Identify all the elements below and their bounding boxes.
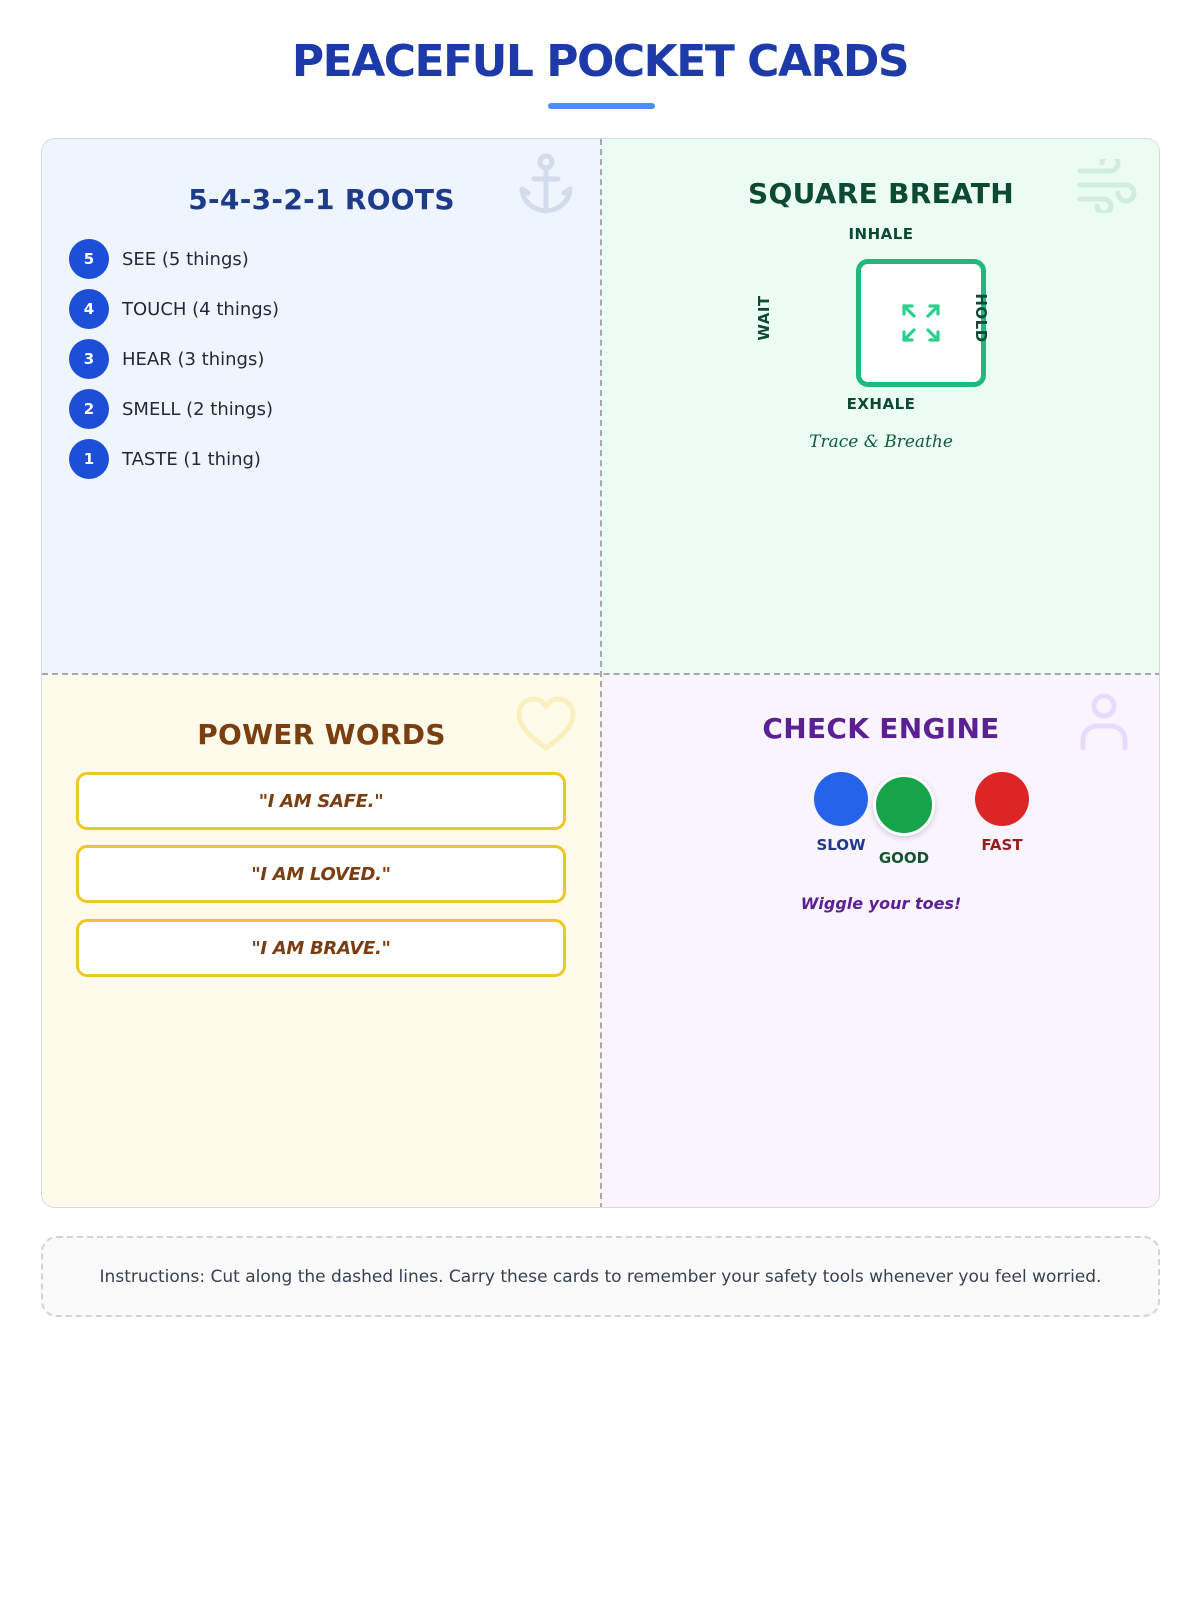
engine-title: CHECK ENGINE <box>762 712 1000 745</box>
number-badge: 1 <box>69 439 109 479</box>
wait-label: WAIT <box>755 295 773 341</box>
instructions-box: Instructions: Cut along the dashed lines. Carry these cards to remember your safety tools whenever you feel worried. <box>41 1236 1160 1317</box>
roots-item-label: TASTE (1 thing) <box>122 448 261 470</box>
fast-indicator <box>975 772 1029 826</box>
engine-caption: Wiggle your toes! <box>800 894 962 913</box>
number-badge: 5 <box>69 239 109 279</box>
inhale-label: INHALE <box>848 225 914 243</box>
list-item <box>69 289 279 329</box>
roots-card <box>42 139 601 674</box>
breath-caption: Trace & Breathe <box>809 432 953 452</box>
page-title: PEACEFUL POCKET CARDS <box>291 36 909 87</box>
roots-item-label: TOUCH (4 things) <box>122 298 280 320</box>
good-label: GOOD <box>878 849 930 867</box>
expand-arrows-icon <box>901 303 941 343</box>
slow-label: SLOW <box>816 836 866 854</box>
number-badge: 3 <box>69 339 109 379</box>
power-word-box: "I AM SAFE." <box>76 772 566 830</box>
cut-line-horizontal <box>42 673 1160 675</box>
breath-card <box>601 139 1160 674</box>
card-sheet <box>41 138 1160 1208</box>
hold-label: HOLD <box>972 293 990 343</box>
fast-label: FAST <box>981 836 1023 854</box>
power-title: POWER WORDS <box>197 718 446 751</box>
title-underline <box>548 103 655 109</box>
power-card <box>42 674 601 1208</box>
roots-list <box>69 239 279 489</box>
power-word-box: "I AM LOVED." <box>76 845 566 903</box>
list-item <box>69 439 279 479</box>
exhale-label: EXHALE <box>846 395 916 413</box>
good-indicator <box>873 774 935 836</box>
number-badge: 4 <box>69 289 109 329</box>
breath-title: SQUARE BREATH <box>748 177 1014 210</box>
roots-item-label: SEE (5 things) <box>122 248 249 270</box>
power-word-box: "I AM BRAVE." <box>76 919 566 977</box>
list-item <box>69 239 279 279</box>
list-item <box>69 339 279 379</box>
number-badge: 2 <box>69 389 109 429</box>
list-item <box>69 389 279 429</box>
roots-title: 5-4-3-2-1 ROOTS <box>188 183 455 216</box>
roots-item-label: HEAR (3 things) <box>122 348 265 370</box>
breath-square <box>856 259 986 387</box>
roots-item-label: SMELL (2 things) <box>122 398 274 420</box>
slow-indicator <box>814 772 868 826</box>
engine-card <box>601 674 1160 1208</box>
